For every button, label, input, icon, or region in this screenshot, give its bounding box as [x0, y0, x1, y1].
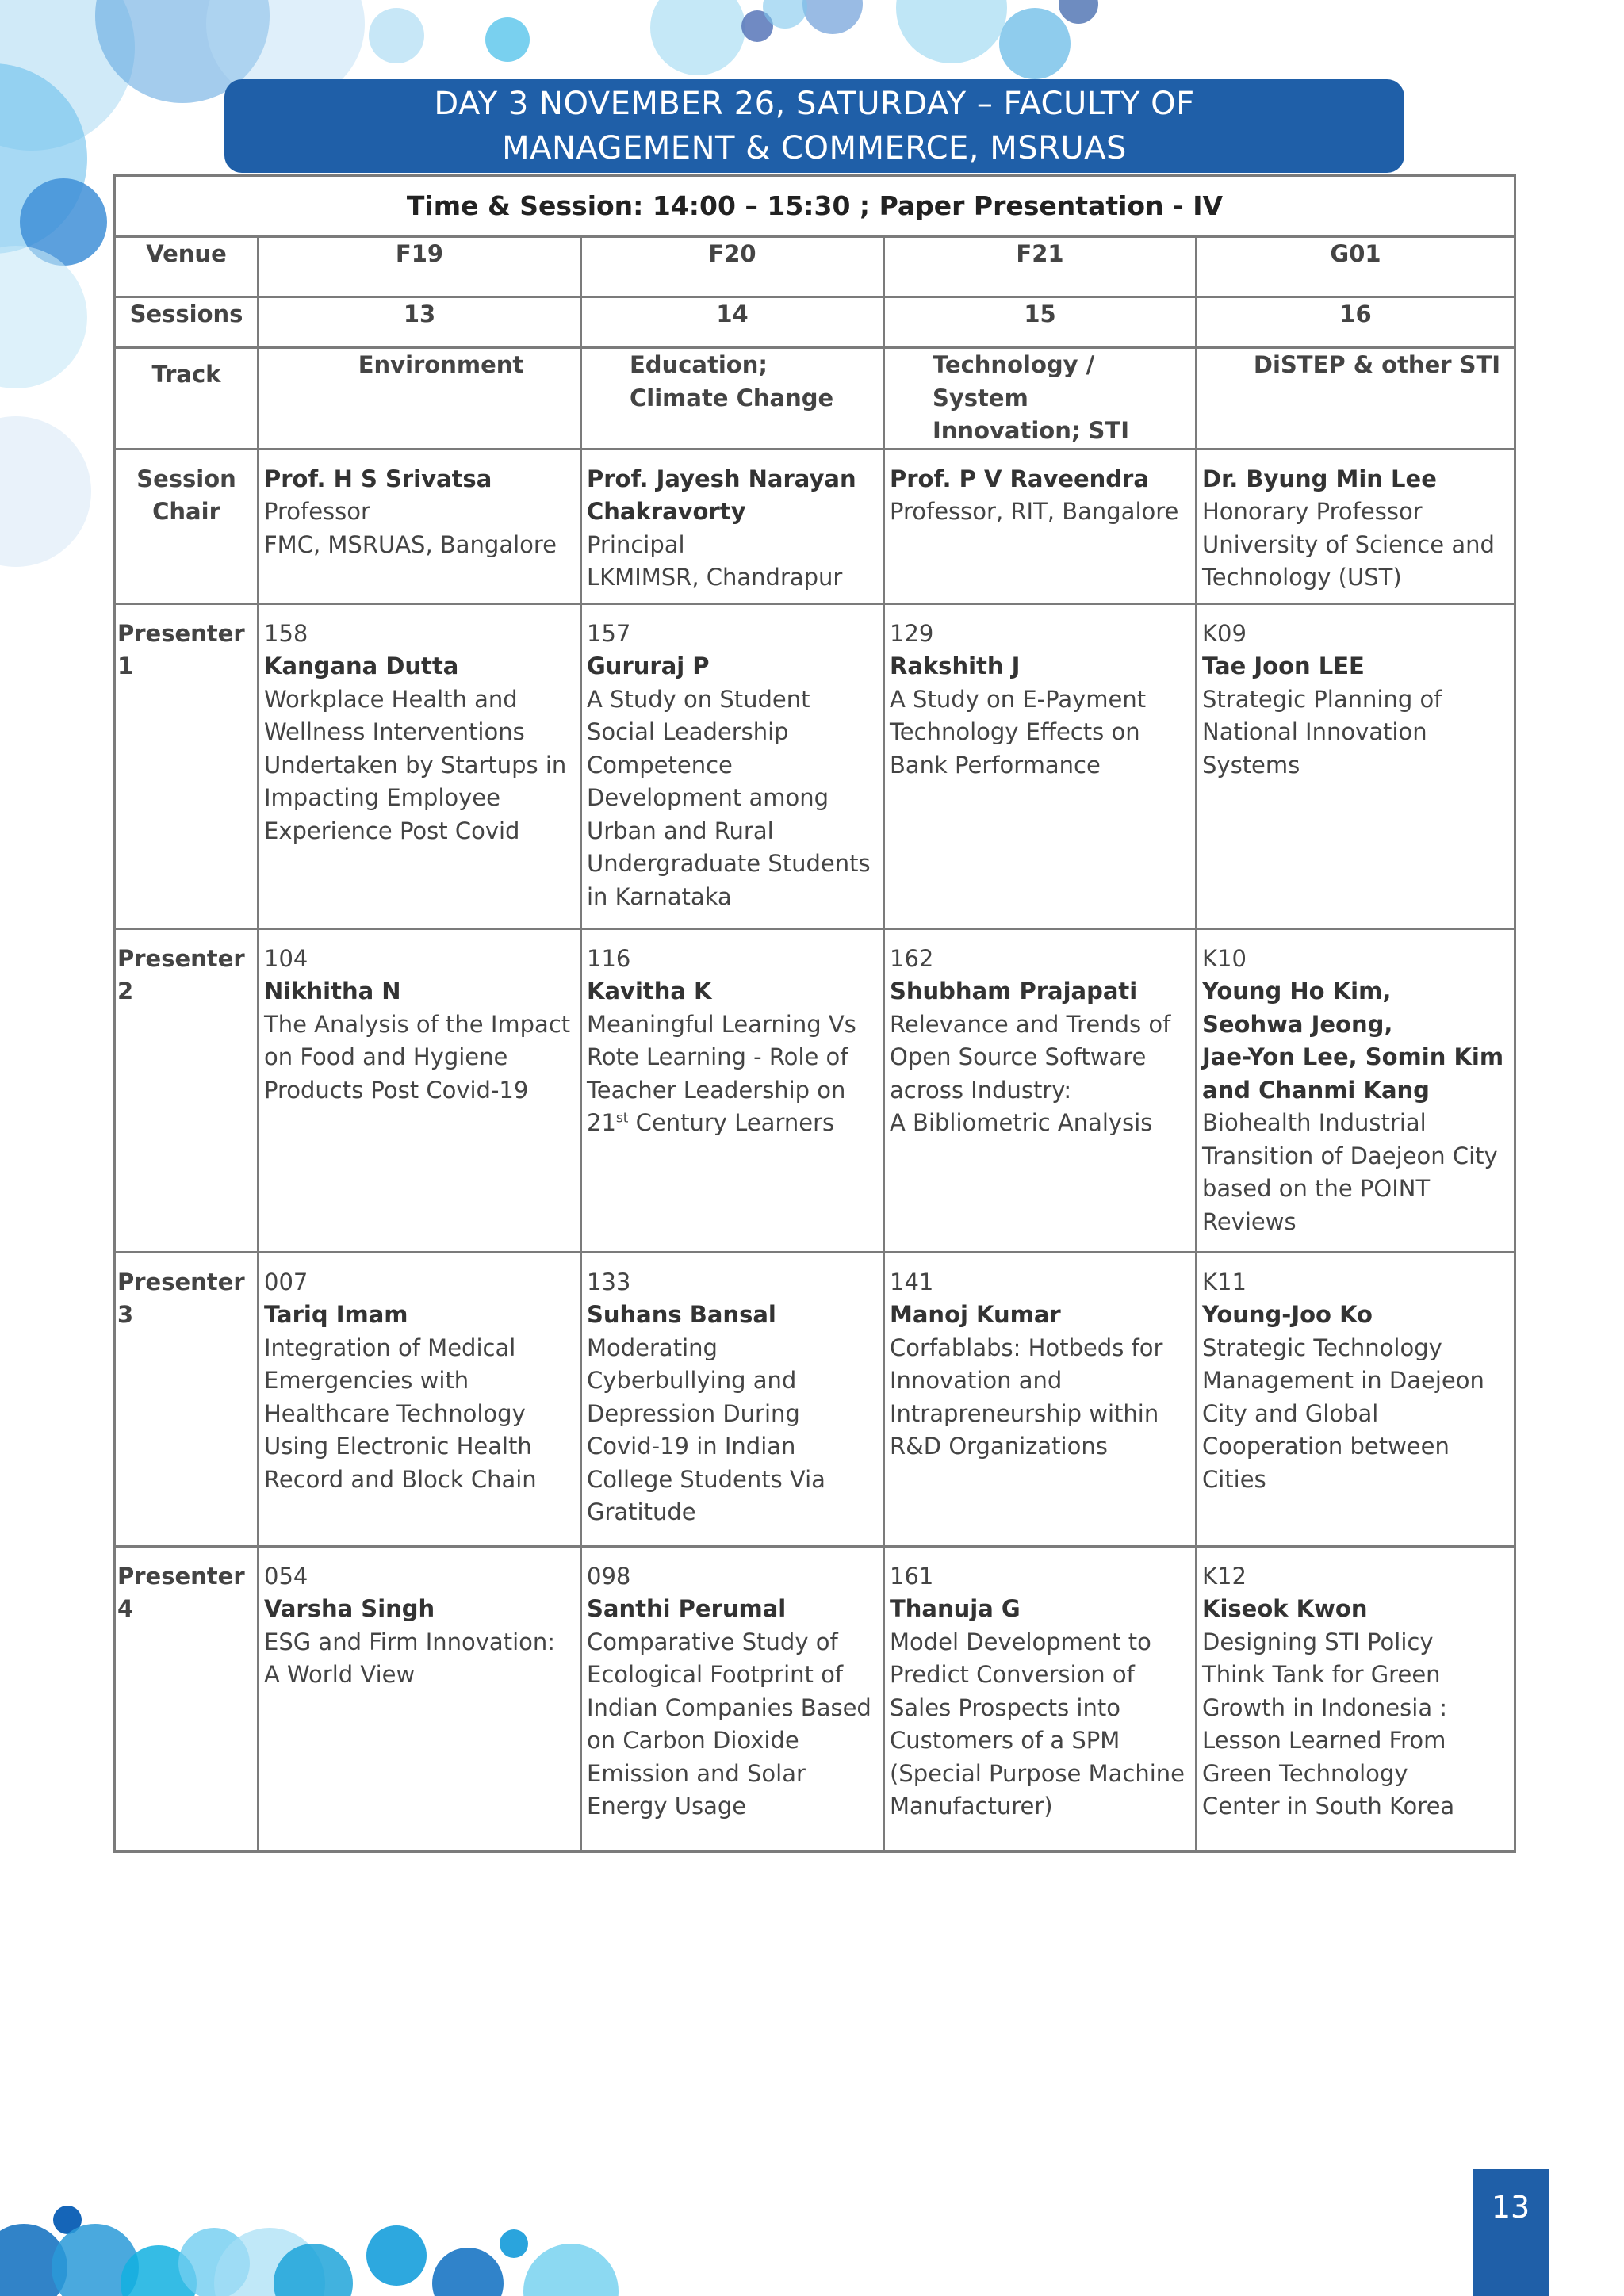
paper-id: 161	[890, 1562, 934, 1590]
paper-id: 158	[264, 619, 308, 647]
track-text: Education;	[630, 351, 768, 378]
presenter-cell	[259, 1252, 581, 1546]
paper-title: Energy Usage	[587, 1793, 747, 1820]
paper-title: Think Tank for Green	[1202, 1661, 1441, 1688]
paper-title: across Industry:	[890, 1076, 1072, 1104]
presenter-cell	[1197, 1252, 1515, 1546]
paper-title: Depression During	[587, 1399, 800, 1427]
paper-title: Moderating	[587, 1334, 718, 1361]
paper-title: Undertaken by Startups in	[264, 751, 567, 779]
paper-title: based on the POINT	[1202, 1175, 1431, 1202]
paper-title: Comparative Study of	[587, 1628, 838, 1655]
chair-info: FMC, MSRUAS, Bangalore	[264, 530, 557, 558]
sessions-cell: 14	[581, 297, 884, 348]
chair-name: Dr. Byung Min Lee	[1202, 465, 1437, 492]
paper-title: Wellness Interventions	[264, 718, 525, 745]
presenter-row	[115, 1252, 1515, 1546]
track-text: Climate Change	[630, 384, 834, 411]
paper-title: Systems	[1202, 751, 1300, 779]
paper-id: 162	[890, 944, 934, 972]
paper-title: College Students Via	[587, 1465, 825, 1493]
paper-title: Emergencies with	[264, 1367, 469, 1394]
paper-title: Urban and Rural	[587, 817, 774, 844]
paper-id: K09	[1202, 619, 1247, 647]
presenter-row	[115, 928, 1515, 1252]
paper-title: Cooperation between	[1202, 1433, 1450, 1460]
chair-name: Prof. Jayesh Narayan	[587, 465, 856, 492]
paper-title: Strategic Planning of	[1202, 685, 1442, 713]
paper-title: Undergraduate Students	[587, 850, 871, 877]
venue-cell: G01	[1197, 237, 1515, 297]
track-text: Technology / System	[933, 351, 1095, 411]
presenter-name: Gururaj P	[587, 652, 710, 679]
presenter-name: Suhans Bansal	[587, 1301, 776, 1328]
sessions-cell: 13	[259, 297, 581, 348]
presenter-name: Young-Joo Ko	[1202, 1301, 1373, 1328]
paper-title: A World View	[264, 1661, 416, 1688]
paper-title: Social Leadership	[587, 718, 789, 745]
paper-title: Covid-19 in Indian	[587, 1433, 796, 1460]
presenter-row	[115, 603, 1515, 928]
presenter-name: Shubham Prajapati	[890, 978, 1138, 1004]
track-cell	[581, 348, 884, 450]
session-title: Time & Session: 14:00 – 15:30 ; Paper Presentation - IV	[115, 176, 1515, 237]
chair-cell	[259, 449, 581, 603]
presenter-name: Seohwa Jeong,	[1202, 1010, 1393, 1038]
paper-id: K12	[1202, 1562, 1247, 1590]
venue-cell: F21	[884, 237, 1197, 297]
ordinal-suffix: st	[615, 1110, 629, 1127]
presenter-name: Kiseok Kwon	[1202, 1595, 1368, 1622]
paper-title: Using Electronic Health	[264, 1433, 532, 1460]
paper-title: ESG and Firm Innovation:	[264, 1628, 556, 1655]
sessions-row	[115, 297, 1515, 348]
sessions-cell: 16	[1197, 297, 1515, 348]
venue-cell: F19	[259, 237, 581, 297]
paper-title: Innovation and	[890, 1367, 1063, 1394]
paper-title: National Innovation	[1202, 718, 1427, 745]
chair-label-2: Chair	[152, 498, 220, 525]
presenter-name: Santhi Perumal	[587, 1595, 787, 1622]
chair-cell	[581, 449, 884, 603]
venue-row	[115, 237, 1515, 297]
paper-title: A Bibliometric Analysis	[890, 1109, 1153, 1136]
paper-title: Model Development to	[890, 1628, 1151, 1655]
paper-title: Growth in Indonesia :	[1202, 1693, 1448, 1721]
paper-title: Bank Performance	[890, 751, 1101, 779]
presenter-label: Presenter 1	[115, 603, 259, 928]
paper-title: Corfablabs: Hotbeds for	[890, 1334, 1163, 1361]
presenter-name: Rakshith J	[890, 652, 1021, 679]
chair-name: Chakravorty	[587, 498, 746, 525]
chair-info: LKMIMSR, Chandrapur	[587, 564, 843, 591]
paper-title: A Study on E-Payment	[890, 685, 1147, 713]
chair-info: University of Science and	[1202, 530, 1495, 558]
paper-id: K10	[1202, 944, 1247, 972]
paper-id: 141	[890, 1268, 934, 1295]
track-cell	[259, 348, 581, 450]
presenter-cell	[259, 603, 581, 928]
paper-title: Transition of Daejeon City	[1202, 1142, 1498, 1169]
paper-title: Designing STI Policy	[1202, 1628, 1434, 1655]
chair-label-1: Session	[136, 465, 236, 492]
paper-title: Predict Conversion of	[890, 1661, 1135, 1688]
paper-title: Development among	[587, 784, 829, 811]
paper-title: Meaningful Learning Vs	[587, 1010, 856, 1038]
paper-title: Technology Effects on	[890, 718, 1140, 745]
paper-title: Open Source Software	[890, 1043, 1147, 1070]
presenter-cell	[1197, 928, 1515, 1252]
banner-line-2: MANAGEMENT & COMMERCE, MSRUAS	[502, 130, 1127, 166]
chair-info: Professor, RIT, Bangalore	[890, 498, 1179, 525]
paper-title: Emission and Solar	[587, 1759, 806, 1787]
day-banner	[224, 79, 1404, 173]
chair-cell	[1197, 449, 1515, 603]
paper-id: 054	[264, 1562, 308, 1590]
presenter-cell	[884, 1252, 1197, 1546]
chair-row	[115, 449, 1515, 603]
paper-title: in Karnataka	[587, 882, 732, 910]
banner-line-1: DAY 3 NOVEMBER 26, SATURDAY – FACULTY OF	[434, 86, 1195, 122]
paper-title: Biohealth Industrial	[1202, 1109, 1427, 1136]
paper-id: 007	[264, 1268, 308, 1295]
presenter-label: Presenter 4	[115, 1546, 259, 1851]
paper-title: Products Post Covid-19	[264, 1076, 529, 1104]
presenter-name: Manoj Kumar	[890, 1301, 1061, 1328]
paper-title: Record and Block Chain	[264, 1465, 537, 1493]
paper-title: Indian Companies Based	[587, 1693, 871, 1721]
chair-label	[115, 449, 259, 603]
paper-title: Competence	[587, 751, 733, 779]
presenter-row	[115, 1546, 1515, 1851]
paper-title: Ecological Footprint of	[587, 1661, 844, 1688]
presenter-name: Kavitha K	[587, 978, 712, 1004]
paper-id: 116	[587, 944, 631, 972]
track-cell	[1197, 348, 1515, 450]
paper-title: Teacher Leadership on	[587, 1076, 846, 1104]
chair-info: Honorary Professor	[1202, 498, 1423, 525]
paper-title: Lesson Learned From	[1202, 1727, 1446, 1754]
chair-info: Principal	[587, 530, 685, 558]
paper-id: 104	[264, 944, 308, 972]
paper-title: A Study on Student	[587, 685, 810, 713]
paper-title: Rote Learning - Role of	[587, 1043, 848, 1070]
presenter-name: Jae-Yon Lee, Somin Kim	[1202, 1043, 1504, 1070]
paper-id: K11	[1202, 1268, 1247, 1295]
venue-label: Venue	[115, 237, 259, 297]
paper-title: Experience Post Covid	[264, 817, 520, 844]
paper-title: Workplace Health and	[264, 685, 518, 713]
paper-id: 157	[587, 619, 631, 647]
paper-title: Relevance and Trends of	[890, 1010, 1171, 1038]
paper-id: 133	[587, 1268, 631, 1295]
track-text: Environment	[358, 351, 524, 378]
presenter-label: Presenter 3	[115, 1252, 259, 1546]
paper-title: Intrapreneurship within	[890, 1399, 1159, 1427]
paper-title-part: Century Learners	[628, 1109, 835, 1136]
paper-title: Sales Prospects into	[890, 1693, 1120, 1721]
chair-info: Professor	[264, 498, 370, 525]
paper-title: on Carbon Dioxide	[587, 1727, 799, 1754]
paper-title: Cyberbullying and	[587, 1367, 797, 1394]
presenter-label: Presenter 2	[115, 928, 259, 1252]
paper-title: R&D Organizations	[890, 1433, 1108, 1460]
presenter-cell	[259, 928, 581, 1252]
paper-title: Impacting Employee	[264, 784, 500, 811]
paper-title: Gratitude	[587, 1498, 696, 1525]
presenter-cell	[581, 1252, 884, 1546]
track-row	[115, 348, 1515, 450]
paper-title: Cities	[1202, 1465, 1266, 1493]
presenter-cell	[581, 928, 884, 1252]
track-cell	[884, 348, 1197, 450]
sessions-label: Sessions	[115, 297, 259, 348]
track-text: Innovation; STI	[933, 417, 1130, 444]
presenter-cell	[581, 603, 884, 928]
presenter-cell	[1197, 1546, 1515, 1851]
paper-title	[587, 1107, 878, 1140]
page-number: 13	[1473, 2169, 1549, 2296]
presenter-name: Thanuja G	[890, 1595, 1021, 1622]
paper-title-part: 21	[587, 1109, 616, 1136]
paper-title: Healthcare Technology	[264, 1399, 526, 1427]
chair-name: Prof. P V Raveendra	[890, 465, 1149, 492]
presenter-name: and Chanmi Kang	[1202, 1076, 1430, 1104]
presenter-name: Tariq Imam	[264, 1301, 408, 1328]
chair-info: Technology (UST)	[1202, 564, 1402, 591]
presenter-name: Nikhitha N	[264, 978, 401, 1004]
paper-title: Integration of Medical	[264, 1334, 516, 1361]
presenter-cell	[884, 928, 1197, 1252]
presenter-name: Varsha Singh	[264, 1595, 435, 1622]
presenter-cell	[259, 1546, 581, 1851]
track-text: DiSTEP & other STI	[1253, 351, 1501, 378]
paper-id: 098	[587, 1562, 631, 1590]
venue-cell: F20	[581, 237, 884, 297]
schedule-table	[113, 174, 1516, 1853]
paper-title: Management in Daejeon	[1202, 1367, 1484, 1394]
paper-title: on Food and Hygiene	[264, 1043, 508, 1070]
chair-name: Prof. H S Srivatsa	[264, 465, 492, 492]
paper-title: Strategic Technology	[1202, 1334, 1442, 1361]
paper-title: City and Global	[1202, 1399, 1379, 1427]
paper-title: Reviews	[1202, 1207, 1297, 1235]
sessions-cell: 15	[884, 297, 1197, 348]
paper-title: Green Technology	[1202, 1759, 1408, 1787]
presenter-name: Tae Joon LEE	[1202, 652, 1365, 679]
paper-title: (Special Purpose Machine	[890, 1759, 1185, 1787]
paper-title: Manufacturer)	[890, 1793, 1053, 1820]
paper-id: 129	[890, 619, 934, 647]
presenter-name: Kangana Dutta	[264, 652, 459, 679]
presenter-cell	[884, 1546, 1197, 1851]
track-label: Track	[115, 348, 259, 450]
presenter-cell	[581, 1546, 884, 1851]
paper-title: The Analysis of the Impact	[264, 1010, 571, 1038]
presenter-cell	[1197, 603, 1515, 928]
paper-title: Center in South Korea	[1202, 1793, 1455, 1820]
presenter-cell	[884, 603, 1197, 928]
presenter-name: Young Ho Kim,	[1202, 978, 1392, 1004]
chair-cell	[884, 449, 1197, 603]
paper-title: Customers of a SPM	[890, 1727, 1120, 1754]
